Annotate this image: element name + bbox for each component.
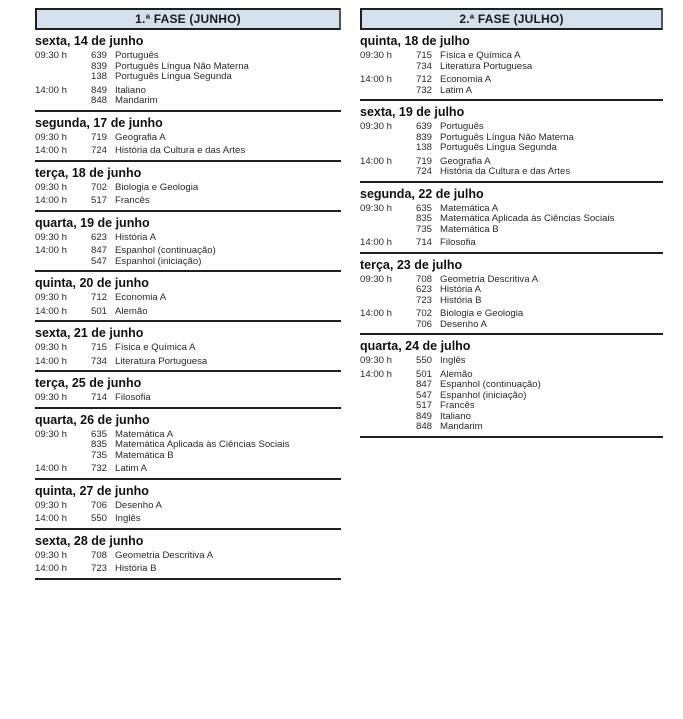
time-slot bbox=[360, 238, 663, 249]
slot-time: 14:00 h bbox=[360, 308, 393, 319]
time-slot bbox=[35, 246, 341, 267]
exam-code: 712 bbox=[91, 292, 108, 303]
slot-time: 14:00 h bbox=[35, 305, 68, 317]
time-slot bbox=[35, 307, 341, 318]
exam-code: 719 bbox=[91, 131, 108, 143]
time-slot bbox=[35, 393, 341, 404]
exam-item bbox=[416, 62, 663, 73]
slot-time: 09:30 h bbox=[35, 428, 68, 440]
exam-item bbox=[416, 167, 663, 178]
exam-code: 848 bbox=[91, 95, 108, 106]
phase-1-column bbox=[35, 8, 341, 580]
exam-subject: Física e Química A bbox=[440, 50, 521, 61]
exam-subject: Mandarim bbox=[115, 95, 158, 106]
exam-subject: Desenho A bbox=[440, 318, 487, 330]
exam-code: 735 bbox=[91, 449, 108, 461]
exam-list bbox=[416, 204, 663, 236]
exam-code: 715 bbox=[416, 50, 433, 61]
exam-list bbox=[91, 307, 341, 318]
phase-1-days bbox=[35, 30, 341, 580]
exam-item bbox=[91, 464, 341, 475]
day-title: terça, 23 de julho bbox=[360, 257, 463, 272]
exam-list bbox=[91, 464, 341, 475]
exam-subject: Filosofia bbox=[115, 392, 151, 403]
time-slot bbox=[35, 133, 341, 144]
day-title: segunda, 17 de junho bbox=[35, 115, 163, 130]
exam-item bbox=[91, 293, 341, 304]
exam-code: 732 bbox=[91, 463, 108, 474]
exam-code: 839 bbox=[416, 131, 433, 143]
phase-2-days bbox=[360, 30, 663, 438]
exam-subject: Geografia A bbox=[115, 131, 166, 143]
slot-time: 14:00 h bbox=[35, 563, 68, 574]
day-title: quarta, 26 de junho bbox=[35, 412, 150, 427]
exam-list bbox=[91, 501, 341, 512]
exam-subject: Latim A bbox=[440, 84, 472, 96]
exam-code: 712 bbox=[416, 74, 433, 85]
exam-subject: Economia A bbox=[440, 74, 492, 85]
exam-list bbox=[91, 343, 341, 354]
time-slot bbox=[35, 564, 341, 575]
phase-2-column bbox=[360, 8, 663, 438]
day-section bbox=[35, 30, 341, 112]
exam-subject: Português bbox=[440, 121, 484, 132]
exam-code: 706 bbox=[416, 318, 433, 330]
exam-subject: Economia A bbox=[115, 292, 167, 303]
exam-item bbox=[91, 514, 341, 525]
exam-list bbox=[91, 133, 341, 144]
exam-item bbox=[91, 451, 341, 462]
exam-subject: Literatura Portuguesa bbox=[115, 355, 208, 367]
exam-item bbox=[416, 401, 663, 412]
exam-item bbox=[91, 357, 341, 368]
exam-code: 623 bbox=[91, 231, 108, 243]
exam-subject: Matemática B bbox=[440, 223, 499, 235]
exam-subject: Geografia A bbox=[440, 155, 491, 167]
exam-code: 735 bbox=[416, 223, 433, 235]
day-section bbox=[35, 480, 341, 530]
time-slot bbox=[35, 51, 341, 83]
exam-subject: História A bbox=[115, 231, 157, 243]
day-title: quinta, 18 de julho bbox=[360, 34, 470, 48]
exam-code: 547 bbox=[416, 389, 433, 401]
day-title: sexta, 19 de julho bbox=[360, 105, 465, 119]
exam-code: 517 bbox=[91, 195, 108, 206]
day-title: terça, 18 de junho bbox=[35, 165, 142, 180]
slot-time: 09:30 h bbox=[360, 50, 393, 61]
exam-item bbox=[416, 422, 663, 433]
exam-item bbox=[416, 285, 663, 296]
day-title: sexta, 14 de junho bbox=[35, 34, 144, 48]
exam-code: 714 bbox=[91, 392, 108, 403]
exam-subject: Inglês bbox=[115, 513, 141, 524]
day-title: quinta, 20 de junho bbox=[35, 276, 149, 290]
exam-code: 847 bbox=[91, 245, 108, 256]
exam-item bbox=[91, 96, 341, 107]
exam-list bbox=[91, 293, 341, 304]
exam-list bbox=[416, 275, 663, 307]
time-slot bbox=[360, 275, 663, 307]
slot-time: 09:30 h bbox=[35, 131, 68, 143]
exam-code: 623 bbox=[416, 284, 433, 295]
exam-code: 719 bbox=[416, 155, 433, 167]
day-section bbox=[35, 272, 341, 322]
exam-subject: Francês bbox=[440, 400, 475, 411]
slot-time: 09:30 h bbox=[35, 292, 68, 303]
time-slot bbox=[35, 233, 341, 244]
exam-code: 715 bbox=[91, 342, 108, 353]
exam-list bbox=[91, 430, 341, 462]
exam-item bbox=[91, 246, 341, 257]
exam-code: 723 bbox=[416, 294, 433, 306]
exam-subject: Matemática Aplicada às Ciências Sociais bbox=[440, 213, 615, 224]
exam-item bbox=[91, 257, 341, 268]
exam-code: 849 bbox=[416, 410, 433, 422]
exam-subject: História B bbox=[115, 563, 157, 574]
exam-subject: Biologia e Geologia bbox=[440, 308, 524, 319]
day-section bbox=[35, 530, 341, 580]
exam-code: 639 bbox=[416, 121, 433, 132]
slot-time: 09:30 h bbox=[35, 499, 68, 511]
exam-list bbox=[91, 564, 341, 575]
time-slot bbox=[360, 370, 663, 433]
exam-code: 138 bbox=[416, 142, 433, 153]
exam-code: 724 bbox=[91, 145, 108, 156]
exam-code: 550 bbox=[416, 355, 433, 366]
time-slot bbox=[360, 204, 663, 236]
exam-item bbox=[91, 307, 341, 318]
exam-subject: Italiano bbox=[440, 410, 471, 422]
time-slot bbox=[35, 196, 341, 207]
exam-subject: Espanhol (iniciação) bbox=[115, 255, 202, 267]
slot-time: 09:30 h bbox=[35, 342, 68, 353]
exam-list bbox=[91, 246, 341, 267]
exam-item bbox=[416, 296, 663, 307]
exam-subject: Biologia e Geologia bbox=[115, 181, 199, 193]
exam-item bbox=[91, 551, 341, 562]
exam-code: 706 bbox=[91, 499, 108, 511]
exam-item bbox=[91, 72, 341, 83]
slot-time: 09:30 h bbox=[35, 392, 68, 403]
time-slot bbox=[35, 514, 341, 525]
exam-list bbox=[91, 51, 341, 83]
time-slot bbox=[360, 122, 663, 154]
exam-code: 835 bbox=[416, 213, 433, 224]
exam-code: 847 bbox=[416, 379, 433, 390]
slot-time: 09:30 h bbox=[35, 549, 68, 561]
exam-subject: Latim A bbox=[115, 463, 147, 474]
exam-subject: Francês bbox=[115, 195, 150, 206]
exam-item bbox=[416, 380, 663, 391]
exam-code: 708 bbox=[416, 273, 433, 285]
time-slot bbox=[35, 293, 341, 304]
exam-subject: Alemão bbox=[440, 368, 473, 380]
exam-code: 501 bbox=[416, 368, 433, 380]
exam-subject: Espanhol (iniciação) bbox=[440, 389, 527, 401]
exam-item bbox=[91, 393, 341, 404]
time-slot bbox=[35, 501, 341, 512]
time-slot bbox=[35, 343, 341, 354]
slot-time: 09:30 h bbox=[35, 50, 68, 61]
exam-item bbox=[91, 183, 341, 194]
day-title: quarta, 19 de junho bbox=[35, 215, 150, 230]
day-section bbox=[360, 335, 663, 438]
exam-code: 702 bbox=[416, 308, 433, 319]
slot-time: 14:00 h bbox=[35, 463, 68, 474]
exam-subject: Mandarim bbox=[440, 421, 483, 432]
exam-list bbox=[91, 357, 341, 368]
exam-code: 635 bbox=[416, 202, 433, 214]
exam-code: 547 bbox=[91, 255, 108, 267]
day-section bbox=[35, 409, 341, 480]
exam-code: 849 bbox=[91, 84, 108, 96]
day-title: sexta, 21 de junho bbox=[35, 326, 144, 340]
exam-list bbox=[416, 157, 663, 178]
day-section bbox=[360, 183, 663, 254]
exam-code: 734 bbox=[91, 355, 108, 367]
day-title: segunda, 22 de julho bbox=[360, 186, 484, 201]
exam-subject: Desenho A bbox=[115, 499, 162, 511]
exam-subject: Geometria Descritiva A bbox=[440, 273, 539, 285]
time-slot bbox=[35, 357, 341, 368]
exam-list bbox=[91, 233, 341, 244]
time-slot bbox=[35, 464, 341, 475]
exam-item bbox=[416, 238, 663, 249]
exam-code: 724 bbox=[416, 166, 433, 177]
time-slot bbox=[35, 183, 341, 194]
slot-time: 14:00 h bbox=[360, 237, 393, 248]
exam-code: 702 bbox=[91, 181, 108, 193]
exam-subject: História da Cultura e das Artes bbox=[440, 166, 571, 177]
exam-list bbox=[91, 183, 341, 194]
day-section bbox=[35, 112, 341, 162]
slot-time: 14:00 h bbox=[35, 145, 68, 156]
exam-subject: História B bbox=[440, 294, 482, 306]
exam-item bbox=[416, 51, 663, 62]
exam-code: 723 bbox=[91, 563, 108, 574]
exam-item bbox=[91, 196, 341, 207]
time-slot bbox=[360, 309, 663, 330]
exam-item bbox=[91, 146, 341, 157]
exam-subject: Espanhol (continuação) bbox=[115, 245, 216, 256]
exam-subject: Filosofia bbox=[440, 237, 476, 248]
exam-code: 517 bbox=[416, 400, 433, 411]
exam-item bbox=[416, 122, 663, 133]
exam-code: 835 bbox=[91, 439, 108, 450]
day-section bbox=[360, 30, 663, 101]
exam-item bbox=[416, 143, 663, 154]
day-section bbox=[35, 322, 341, 372]
exam-item bbox=[416, 86, 663, 97]
exam-list bbox=[416, 370, 663, 433]
exam-list bbox=[91, 86, 341, 107]
exam-subject: História da Cultura e das Artes bbox=[115, 145, 246, 156]
slot-time: 14:00 h bbox=[360, 155, 393, 167]
exam-subject: Português bbox=[115, 50, 159, 61]
day-title: terça, 25 de junho bbox=[35, 376, 142, 390]
slot-time: 14:00 h bbox=[35, 84, 68, 96]
exam-list bbox=[416, 356, 663, 367]
slot-time: 09:30 h bbox=[35, 181, 68, 193]
exam-code: 848 bbox=[416, 421, 433, 432]
slot-time: 14:00 h bbox=[35, 195, 68, 206]
exam-item bbox=[416, 320, 663, 331]
exam-list bbox=[416, 238, 663, 249]
exam-subject: História A bbox=[440, 284, 482, 295]
exam-item bbox=[91, 501, 341, 512]
exam-item bbox=[416, 356, 663, 367]
exam-subject: Matemática B bbox=[115, 449, 174, 461]
exam-item bbox=[416, 75, 663, 86]
exam-list bbox=[91, 551, 341, 562]
slot-time: 09:30 h bbox=[360, 121, 393, 132]
slot-time: 14:00 h bbox=[35, 513, 68, 524]
exam-item bbox=[416, 225, 663, 236]
exam-item bbox=[91, 133, 341, 144]
time-slot bbox=[360, 157, 663, 178]
slot-time: 14:00 h bbox=[35, 245, 68, 256]
time-slot bbox=[35, 146, 341, 157]
exam-list bbox=[416, 309, 663, 330]
exam-code: 708 bbox=[91, 549, 108, 561]
slot-time: 09:30 h bbox=[35, 231, 68, 243]
exam-list bbox=[416, 51, 663, 72]
day-title: sexta, 28 de junho bbox=[35, 533, 144, 548]
exam-item bbox=[416, 309, 663, 320]
exam-item bbox=[416, 214, 663, 225]
time-slot bbox=[360, 51, 663, 72]
day-section bbox=[35, 212, 341, 273]
exam-subject: Matemática A bbox=[115, 428, 174, 440]
time-slot bbox=[35, 86, 341, 107]
exam-subject: Português Língua Não Materna bbox=[440, 131, 574, 143]
slot-time: 09:30 h bbox=[360, 273, 393, 285]
exam-code: 839 bbox=[91, 60, 108, 72]
exam-subject: Alemão bbox=[115, 305, 148, 317]
exam-code: 734 bbox=[416, 60, 433, 72]
exam-subject: Física e Química A bbox=[115, 342, 196, 353]
time-slot bbox=[360, 356, 663, 367]
exam-code: 138 bbox=[91, 71, 108, 82]
exam-list bbox=[91, 196, 341, 207]
exam-subject: Português Língua Segunda bbox=[115, 71, 232, 82]
phase-2-header: 2.ª FASE (JULHO) bbox=[360, 8, 663, 30]
exam-subject: Português Língua Segunda bbox=[440, 142, 557, 153]
slot-time: 09:30 h bbox=[360, 202, 393, 214]
exam-subject: Matemática A bbox=[440, 202, 499, 214]
exam-list bbox=[416, 75, 663, 96]
day-section bbox=[35, 162, 341, 212]
exam-subject: Italiano bbox=[115, 84, 146, 96]
exam-code: 635 bbox=[91, 428, 108, 440]
time-slot bbox=[360, 75, 663, 96]
phase-1-header: 1.ª FASE (JUNHO) bbox=[35, 8, 341, 30]
slot-time: 09:30 h bbox=[360, 355, 393, 366]
exam-list bbox=[91, 514, 341, 525]
day-title: quinta, 27 de junho bbox=[35, 483, 149, 498]
day-section bbox=[35, 372, 341, 409]
exam-subject: Espanhol (continuação) bbox=[440, 379, 541, 390]
exam-list bbox=[416, 122, 663, 154]
exam-item bbox=[91, 51, 341, 62]
time-slot bbox=[35, 551, 341, 562]
exam-list bbox=[91, 393, 341, 404]
exam-subject: Geometria Descritiva A bbox=[115, 549, 214, 561]
exam-subject: Inglês bbox=[440, 355, 466, 366]
day-section bbox=[360, 254, 663, 336]
time-slot bbox=[35, 430, 341, 462]
exam-item bbox=[91, 564, 341, 575]
exam-code: 732 bbox=[416, 84, 433, 96]
exam-code: 550 bbox=[91, 513, 108, 524]
slot-time: 14:00 h bbox=[360, 74, 393, 85]
exam-item bbox=[91, 440, 341, 451]
exam-subject: Matemática Aplicada às Ciências Sociais bbox=[115, 439, 290, 450]
exam-subject: Português Língua Não Materna bbox=[115, 60, 249, 72]
exam-code: 501 bbox=[91, 305, 108, 317]
exam-code: 639 bbox=[91, 50, 108, 61]
exam-subject: Literatura Portuguesa bbox=[440, 60, 533, 72]
exam-item bbox=[91, 233, 341, 244]
day-title: quarta, 24 de julho bbox=[360, 339, 471, 353]
day-section bbox=[360, 101, 663, 183]
slot-time: 14:00 h bbox=[35, 355, 68, 367]
exam-list bbox=[91, 146, 341, 157]
exam-code: 714 bbox=[416, 237, 433, 248]
slot-time: 14:00 h bbox=[360, 368, 393, 380]
exam-item bbox=[91, 343, 341, 354]
